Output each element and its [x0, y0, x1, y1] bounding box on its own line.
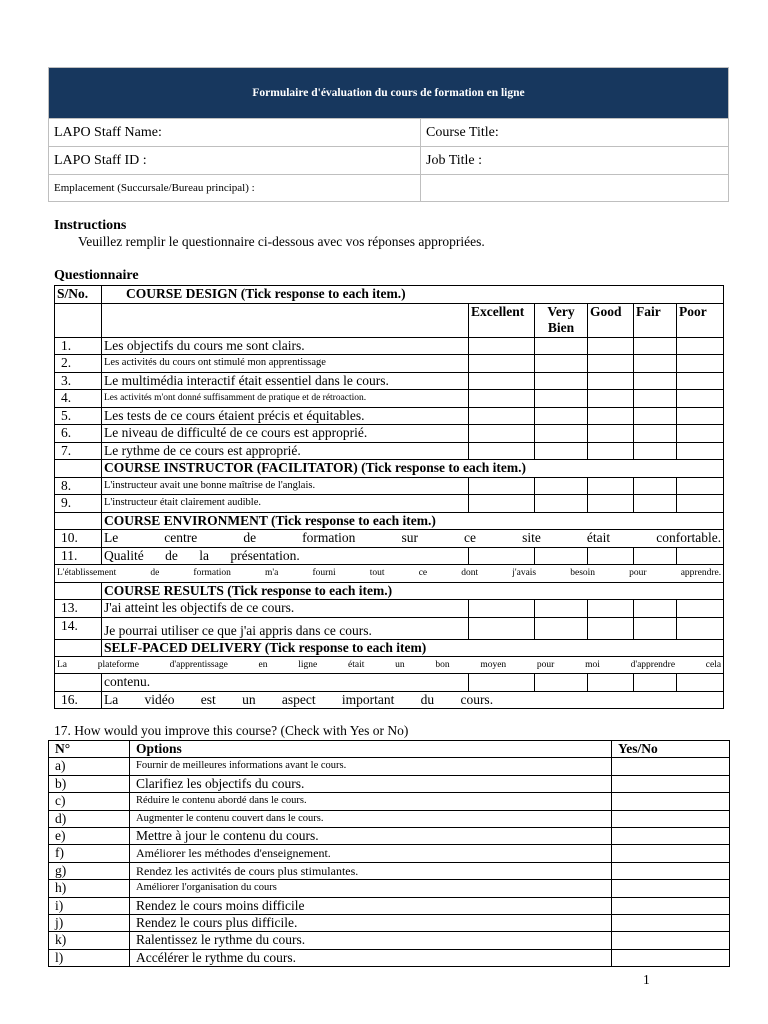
option-row [49, 845, 730, 862]
rating-cell[interactable] [634, 337, 677, 355]
options-col-yesno: Yes/No [612, 741, 730, 758]
question-row [55, 425, 724, 443]
question-text: Les objectifs du cours me sont clairs. [102, 337, 469, 355]
question-text: Le centre de formation sur ce site était confortable. [102, 530, 724, 548]
rating-cell[interactable] [634, 495, 677, 513]
questionnaire-title: Questionnaire [54, 268, 139, 283]
rating-cell[interactable] [677, 600, 724, 618]
option-row [49, 932, 730, 949]
question-row [55, 355, 724, 373]
rating-cell[interactable] [469, 477, 535, 495]
rating-cell[interactable] [677, 372, 724, 390]
question-text: L'instructeur était clairement audible. [102, 495, 469, 513]
yes-no-cell[interactable] [612, 793, 730, 810]
rating-very-bien: Very Bien [535, 303, 588, 337]
rating-cell[interactable] [588, 442, 634, 460]
question-number: 14. [55, 617, 102, 639]
questionnaire-table [54, 285, 724, 709]
rating-cell[interactable] [634, 355, 677, 373]
question-number: 8. [55, 477, 102, 495]
option-text: Accélérer le rythme du cours. [130, 949, 612, 966]
option-text: Rendez le cours plus difficile. [130, 914, 612, 931]
question-text: L'instructeur avait une bonne maîtrise de l'anglais. [102, 477, 469, 495]
rating-cell[interactable] [634, 617, 677, 639]
rating-cell[interactable] [634, 674, 677, 692]
yes-no-cell[interactable] [612, 897, 730, 914]
staff-name-field[interactable]: LAPO Staff Name: [49, 119, 421, 147]
option-key: h) [49, 880, 130, 897]
rating-cell[interactable] [588, 600, 634, 618]
sno-header: S/No. [55, 286, 102, 304]
question-row [55, 674, 724, 692]
question-number: 11. [55, 547, 102, 565]
yes-no-cell[interactable] [612, 880, 730, 897]
rating-cell[interactable] [535, 425, 588, 443]
location-field[interactable]: Emplacement (Succursale/Bureau principal) : [49, 175, 421, 202]
question-text: La vidéo est un aspect important du cours. [102, 691, 724, 709]
question-number: 6. [55, 425, 102, 443]
section-heading-environment: COURSE ENVIRONMENT (Tick response to each item.) [102, 512, 724, 530]
rating-cell[interactable] [634, 407, 677, 425]
question-number: 16. [55, 691, 102, 709]
options-col-options: Options [130, 741, 612, 758]
question-row [55, 477, 724, 495]
improvement-question: 17. How would you improve this course? (Check with Yes or No) [54, 723, 409, 738]
rating-cell[interactable] [535, 442, 588, 460]
rating-cell[interactable] [535, 495, 588, 513]
option-text: Rendez le cours moins difficile [130, 897, 612, 914]
rating-cell[interactable] [469, 425, 535, 443]
yes-no-cell[interactable] [612, 949, 730, 966]
rating-cell[interactable] [469, 547, 535, 565]
rating-cell[interactable] [677, 617, 724, 639]
rating-cell[interactable] [469, 674, 535, 692]
question-text: Le niveau de difficulté de ce cours est approprié. [102, 425, 469, 443]
option-key: l) [49, 949, 130, 966]
option-row [49, 793, 730, 810]
option-key: j) [49, 914, 130, 931]
option-text: Améliorer les méthodes d'enseignement. [130, 845, 612, 862]
yes-no-cell[interactable] [612, 827, 730, 844]
rating-cell[interactable] [469, 390, 535, 408]
question-row [55, 565, 724, 583]
option-row [49, 897, 730, 914]
rating-cell[interactable] [469, 372, 535, 390]
question-row [55, 372, 724, 390]
course-title-field[interactable]: Course Title: [421, 119, 729, 147]
rating-cell[interactable] [677, 355, 724, 373]
option-key: g) [49, 862, 130, 879]
option-key: d) [49, 810, 130, 827]
rating-cell[interactable] [469, 337, 535, 355]
rating-cell[interactable] [469, 495, 535, 513]
option-row [49, 914, 730, 931]
question-number: 7. [55, 442, 102, 460]
question-text: Le rythme de ce cours est approprié. [102, 442, 469, 460]
question-text-continued: contenu. [102, 674, 469, 692]
question-row [55, 691, 724, 709]
option-key: a) [49, 758, 130, 775]
yes-no-cell[interactable] [612, 845, 730, 862]
location-value-field[interactable] [421, 175, 729, 202]
staff-id-field[interactable]: LAPO Staff ID : [49, 147, 421, 175]
yes-no-cell[interactable] [612, 862, 730, 879]
question-number: 4. [55, 390, 102, 408]
rating-cell[interactable] [588, 337, 634, 355]
section-heading-results: COURSE RESULTS (Tick response to each item.) [102, 582, 724, 600]
rating-cell[interactable] [634, 477, 677, 495]
question-row [55, 547, 724, 565]
option-key: b) [49, 775, 130, 792]
rating-good: Good [588, 303, 634, 337]
rating-cell[interactable] [469, 407, 535, 425]
rating-cell[interactable] [677, 390, 724, 408]
question-text: Les activités du cours ont stimulé mon apprentissage [102, 355, 469, 373]
form-banner: Formulaire d'évaluation du cours de formation en ligne [49, 68, 729, 119]
option-text: Clarifiez les objectifs du cours. [130, 775, 612, 792]
instructions-text: Veuillez remplir le questionnaire ci-dessous avec vos réponses appropriées. [78, 234, 485, 249]
question-number: 13. [55, 600, 102, 618]
rating-cell[interactable] [677, 425, 724, 443]
rating-cell[interactable] [634, 442, 677, 460]
rating-cell[interactable] [535, 407, 588, 425]
instructions-title: Instructions [54, 218, 127, 233]
question-number: 9. [55, 495, 102, 513]
option-text: Rendez les activités de cours plus stimulantes. [130, 862, 612, 879]
question-row [55, 617, 724, 639]
rating-cell[interactable] [588, 495, 634, 513]
question-row [55, 442, 724, 460]
option-row [49, 810, 730, 827]
yes-no-cell[interactable] [612, 775, 730, 792]
rating-cell[interactable] [677, 407, 724, 425]
rating-cell[interactable] [535, 390, 588, 408]
rating-cell[interactable] [535, 617, 588, 639]
rating-cell[interactable] [469, 355, 535, 373]
question-text: Qualité de la présentation. [102, 547, 469, 565]
rating-cell[interactable] [634, 547, 677, 565]
yes-no-cell[interactable] [612, 932, 730, 949]
staff-info-table [48, 67, 729, 202]
question-number: 3. [55, 372, 102, 390]
rating-cell[interactable] [588, 372, 634, 390]
question-text: J'ai atteint les objectifs de ce cours. [102, 600, 469, 618]
rating-cell[interactable] [588, 390, 634, 408]
rating-cell[interactable] [588, 425, 634, 443]
section-heading-design: COURSE DESIGN (Tick response to each item.) [102, 286, 724, 304]
question-row [55, 337, 724, 355]
question-number: 5. [55, 407, 102, 425]
page-number: 1 [643, 972, 650, 987]
option-row [49, 775, 730, 792]
option-key: i) [49, 897, 130, 914]
rating-cell[interactable] [535, 600, 588, 618]
option-text: Ralentissez le rythme du cours. [130, 932, 612, 949]
question-row [55, 495, 724, 513]
rating-cell[interactable] [634, 390, 677, 408]
rating-cell[interactable] [677, 337, 724, 355]
question-text: Les activités m'ont donné suffisamment de pratique et de rétroaction. [102, 390, 469, 408]
rating-cell[interactable] [677, 477, 724, 495]
question-text: Je pourrai utiliser ce que j'ai appris dans ce cours. [102, 617, 469, 639]
question-row [55, 407, 724, 425]
rating-cell[interactable] [634, 600, 677, 618]
rating-cell[interactable] [469, 442, 535, 460]
option-key: k) [49, 932, 130, 949]
question-number: 2. [55, 355, 102, 373]
rating-cell[interactable] [535, 477, 588, 495]
rating-cell[interactable] [588, 547, 634, 565]
rating-cell[interactable] [677, 442, 724, 460]
question-row [55, 530, 724, 548]
rating-cell[interactable] [535, 337, 588, 355]
yes-no-cell[interactable] [612, 914, 730, 931]
rating-cell[interactable] [677, 495, 724, 513]
rating-cell[interactable] [634, 372, 677, 390]
question-number: 10. [55, 530, 102, 548]
option-text: Augmenter le contenu couvert dans le cours. [130, 810, 612, 827]
question-row [55, 390, 724, 408]
rating-cell[interactable] [535, 547, 588, 565]
rating-cell[interactable] [588, 407, 634, 425]
question-text: Le multimédia interactif était essentiel dans le cours. [102, 372, 469, 390]
rating-cell[interactable] [469, 617, 535, 639]
question-text: La plateforme d'apprentissage en ligne était un bon moyen pour moi d'apprendre cela [55, 657, 724, 674]
option-text: Réduire le contenu abordé dans le cours. [130, 793, 612, 810]
rating-fair: Fair [634, 303, 677, 337]
question-row [55, 657, 724, 674]
option-row [49, 862, 730, 879]
job-title-field[interactable]: Job Title : [421, 147, 729, 175]
rating-poor: Poor [677, 303, 724, 337]
option-row [49, 949, 730, 966]
option-row [49, 758, 730, 775]
improvement-options-table [48, 740, 730, 967]
section-heading-self-paced: SELF-PACED DELIVERY (Tick response to each item) [102, 639, 724, 657]
question-text: Les tests de ce cours étaient précis et équitables. [102, 407, 469, 425]
rating-cell[interactable] [588, 355, 634, 373]
question-number: 1. [55, 337, 102, 355]
option-key: c) [49, 793, 130, 810]
option-text: Mettre à jour le contenu du cours. [130, 827, 612, 844]
rating-cell[interactable] [588, 674, 634, 692]
rating-cell[interactable] [677, 547, 724, 565]
section-heading-instructor: COURSE INSTRUCTOR (FACILITATOR) (Tick response to each item.) [102, 460, 724, 478]
option-text: Améliorer l'organisation du cours [130, 880, 612, 897]
rating-cell[interactable] [588, 477, 634, 495]
rating-excellent: Excellent [469, 303, 535, 337]
question-text: L'établissement de formation m'a fourni tout ce dont j'avais besoin pour apprendre. [55, 565, 724, 583]
question-row [55, 600, 724, 618]
option-row [49, 880, 730, 897]
rating-cell[interactable] [634, 425, 677, 443]
option-key: e) [49, 827, 130, 844]
rating-cell[interactable] [469, 600, 535, 618]
option-text: Fournir de meilleures informations avant le cours. [130, 758, 612, 775]
options-col-no: N° [49, 741, 130, 758]
option-key: f) [49, 845, 130, 862]
rating-cell[interactable] [588, 617, 634, 639]
rating-cell[interactable] [535, 372, 588, 390]
rating-cell[interactable] [677, 674, 724, 692]
option-row [49, 827, 730, 844]
rating-cell[interactable] [535, 674, 588, 692]
rating-cell[interactable] [535, 355, 588, 373]
yes-no-cell[interactable] [612, 758, 730, 775]
yes-no-cell[interactable] [612, 810, 730, 827]
